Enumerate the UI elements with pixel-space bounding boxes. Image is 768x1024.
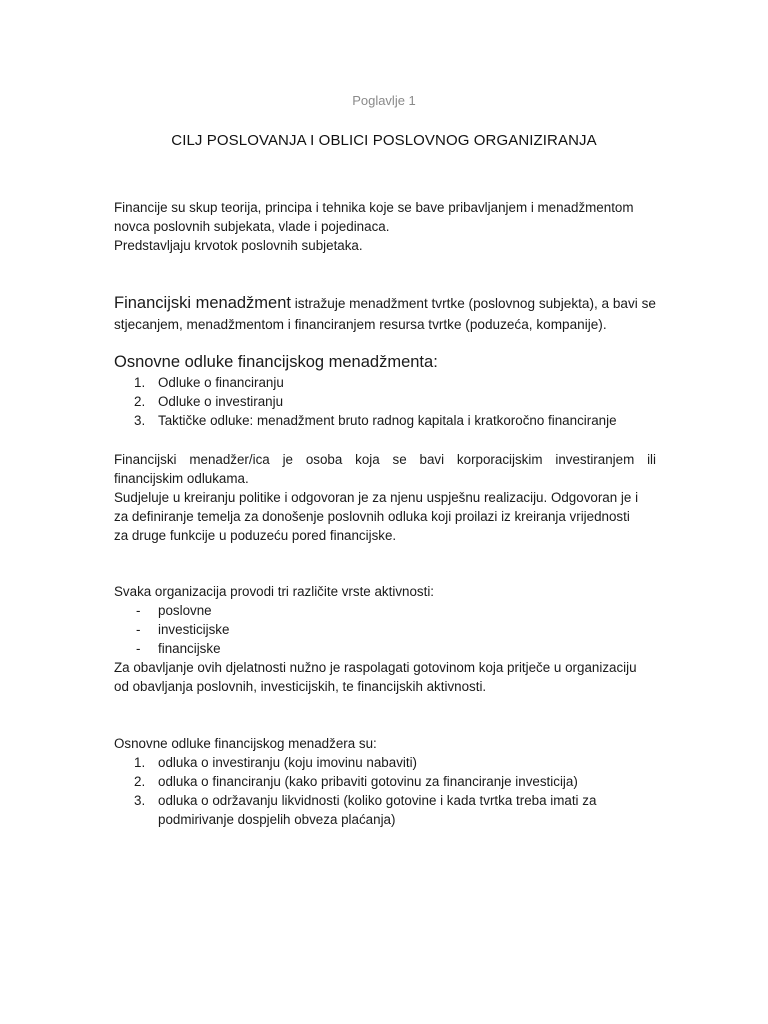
fm-definition: istražuje menadžment tvrtke (poslovnog subjekta), a bavi se: [291, 296, 656, 311]
list-number: 3.: [134, 413, 146, 428]
manager-line-2: financijskim odlukama.: [114, 471, 249, 486]
activities-list: [114, 601, 656, 658]
list-item-text: financijske: [158, 641, 221, 656]
activities-line-1: Za obavljanje ovih djelatnosti nužno je raspolagati gotovinom koja pritječe u organizaciju: [114, 660, 637, 675]
activities-line-2: od obavljanja poslovnih, investicijskih, te financijskih aktivnosti.: [114, 679, 487, 694]
activities-section: [114, 582, 656, 696]
list-number: 2.: [134, 774, 146, 789]
intro-line-1: Financije su skup teorija, principa i tehnika koje se bave pribavljanjem i menadžmentom: [114, 200, 634, 215]
manager-line-3: Sudjeluje u kreiranju politike i odgovoran je za njenu uspješnu realizaciju. Odgovoran je i: [114, 490, 639, 505]
page-title: CILJ POSLOVANJA I OBLICI POSLOVNOG ORGANIZIRANJA: [171, 132, 597, 149]
list-item-continuation: podmirivanje dospjelih obveza plaćanja): [158, 812, 396, 827]
list-item: [114, 639, 656, 658]
manager-line-1-text: Financijski menadžer/ica je osoba koja se bavi korporacijskim investiranjem ili: [114, 452, 656, 467]
list-dash: -: [136, 622, 141, 637]
intro-line-3: Predstavljaju krvotok poslovnih subjetaka.: [114, 238, 363, 253]
list-item-text: odluka o investiranju (koju imovinu nabaviti): [158, 755, 418, 770]
list-item-text: odluka o financiranju (kako pribaviti gotovinu za financiranje investicija): [158, 774, 578, 789]
decisions-heading: Osnovne odluke financijskog menadžmenta:: [114, 353, 438, 371]
list-dash: -: [136, 603, 141, 618]
list-item-text: Taktičke odluke: menadžment bruto radnog kapitala i kratkoročno financiranje: [158, 413, 617, 428]
list-dash: -: [136, 641, 141, 656]
intro-line-2: novca poslovnih subjekata, vlade i pojedinaca.: [114, 219, 390, 234]
manager-line-4: za definiranje temelja za donošenje poslovnih odluka koji proilazi iz kreiranja vrijednosti: [114, 509, 630, 524]
fm-line-1: [114, 292, 660, 315]
fm-line-2: stjecanjem, menadžmentom i financiranjem resursa tvrtke (poduzeća, kompanije).: [114, 317, 607, 332]
list-item: [114, 620, 656, 639]
manager-decisions-list: [114, 753, 656, 829]
activities-intro: Svaka organizacija provodi tri različite vrste aktivnosti:: [114, 584, 435, 599]
list-item-text: odluka o održavanju likvidnosti (koliko gotovine i kada tvrtka treba imati za: [158, 793, 597, 808]
list-item-text: poslovne: [158, 603, 212, 618]
list-number: 3.: [134, 793, 146, 808]
list-item: [114, 601, 656, 620]
fm-paragraph: [114, 292, 660, 335]
list-item: [114, 791, 656, 829]
decisions-list: [114, 373, 674, 430]
list-item-text: Odluke o financiranju: [158, 375, 284, 390]
list-number: 1.: [134, 755, 146, 770]
list-item: [114, 753, 656, 772]
intro-paragraph: [114, 198, 656, 255]
list-item: [114, 411, 674, 430]
list-item: [114, 373, 674, 392]
manager-line-1: [114, 450, 656, 469]
list-item-text: Odluke o investiranju: [158, 394, 284, 409]
list-item-text: investicijske: [158, 622, 230, 637]
manager-paragraph: [114, 450, 656, 545]
manager-decisions-intro: Osnovne odluke financijskog menadžera su:: [114, 736, 377, 751]
decisions-section: [114, 351, 674, 430]
list-number: 1.: [134, 375, 146, 390]
manager-line-5: za druge funkcije u poduzeću pored financijske.: [114, 528, 397, 543]
fm-term: Financijski menadžment: [114, 294, 291, 312]
list-number: 2.: [134, 394, 146, 409]
manager-decisions-section: [114, 734, 656, 829]
chapter-label: Poglavlje 1: [352, 93, 416, 108]
list-item: [114, 392, 674, 411]
list-item: [114, 772, 656, 791]
